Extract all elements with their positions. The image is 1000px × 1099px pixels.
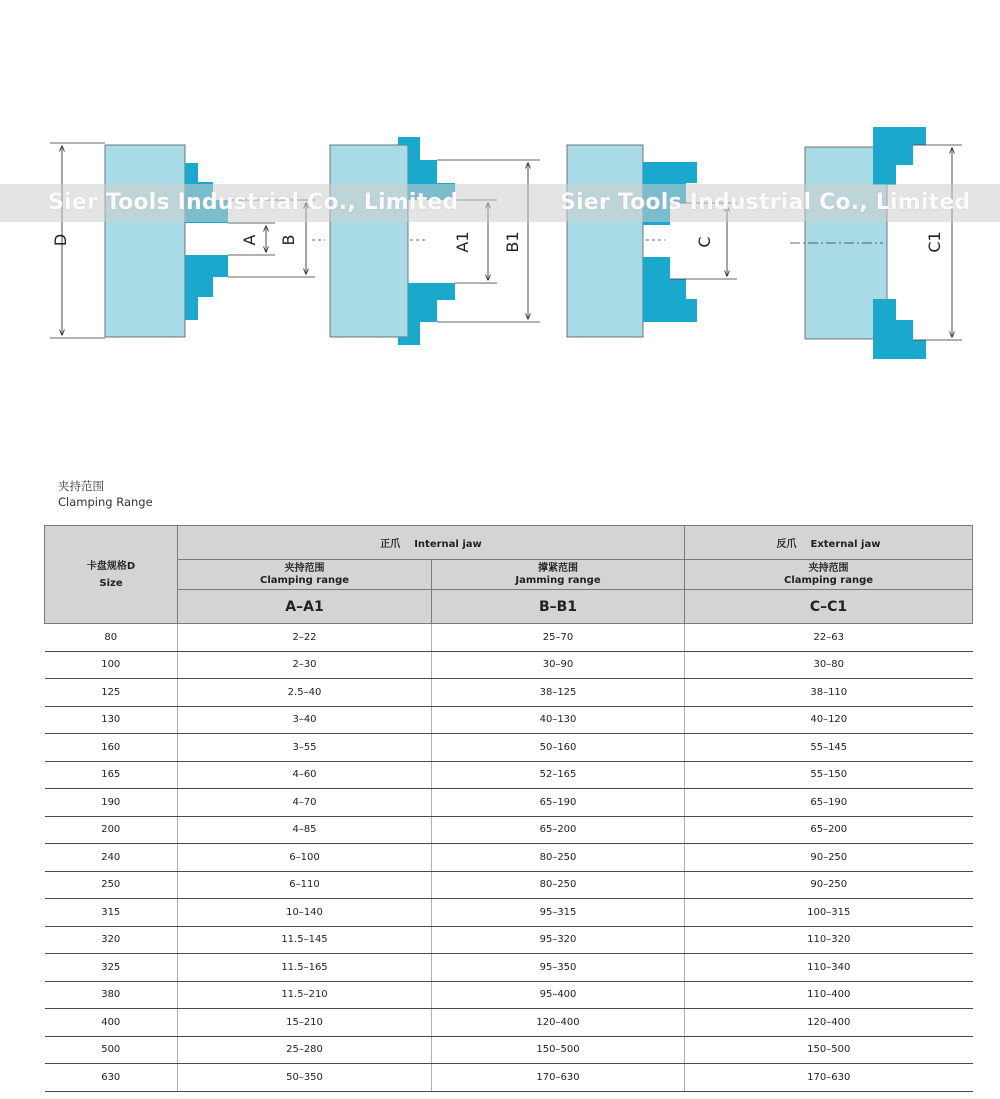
a-a1-cell: 11.5–165 [178, 954, 432, 982]
lower-jaw [643, 257, 697, 322]
table-row [45, 1064, 973, 1092]
code-b-b1: B–B1 [432, 590, 685, 624]
dim-label-a1: A1 [453, 231, 472, 253]
caption-cn: 夹持范围 [58, 479, 104, 493]
jamming-range-header [432, 560, 685, 590]
c-c1-cell: 55–145 [685, 734, 973, 762]
chuck-body [567, 145, 643, 337]
b-b1-cell: 120–400 [432, 1009, 685, 1037]
a-a1-cell: 2–30 [178, 651, 432, 679]
table-row [45, 981, 973, 1009]
c-c1-cell: 100–315 [685, 899, 973, 927]
figure-internal-a1-b1 [330, 137, 540, 345]
external-clamping-range-cn: 夹持范围 [808, 562, 849, 574]
c-c1-cell: 90–250 [685, 871, 973, 899]
figure-external-c [567, 145, 737, 337]
c-c1-cell: 170–630 [685, 1064, 973, 1092]
external-jaw-cn: 反爪 [776, 539, 797, 550]
clamping-range-cn: 夹持范围 [284, 562, 325, 574]
table-row [45, 844, 973, 872]
size-cell: 125 [45, 679, 178, 707]
b-b1-cell: 95–320 [432, 926, 685, 954]
external-clamping-range-header [685, 560, 973, 590]
table-row [45, 899, 973, 927]
size-cell: 160 [45, 734, 178, 762]
c-c1-cell: 30–80 [685, 651, 973, 679]
external-jaw-header [685, 526, 973, 560]
a-a1-cell: 3–40 [178, 706, 432, 734]
a-a1-cell: 15–210 [178, 1009, 432, 1037]
lower-jaw [185, 255, 228, 320]
b-b1-cell: 95–400 [432, 981, 685, 1009]
table-row [45, 1009, 973, 1037]
size-cell: 100 [45, 651, 178, 679]
c-c1-cell: 40–120 [685, 706, 973, 734]
table-row [45, 871, 973, 899]
size-cell: 500 [45, 1036, 178, 1064]
b-b1-cell: 50–160 [432, 734, 685, 762]
jamming-range-en: Jamming range [515, 574, 601, 586]
table-row [45, 651, 973, 679]
dim-label-d: D [51, 233, 70, 247]
a-a1-cell: 10–140 [178, 899, 432, 927]
a-a1-cell: 11.5–145 [178, 926, 432, 954]
c-c1-cell: 110–340 [685, 954, 973, 982]
table-row [45, 954, 973, 982]
c-c1-cell: 55–150 [685, 761, 973, 789]
table-row [45, 706, 973, 734]
c-c1-cell: 65–200 [685, 816, 973, 844]
dim-label-b1: B1 [503, 231, 522, 253]
c-c1-cell: 110–320 [685, 926, 973, 954]
size-cell: 240 [45, 844, 178, 872]
size-cell: 200 [45, 816, 178, 844]
section-caption [58, 478, 153, 510]
table-row [45, 679, 973, 707]
dim-label-b: B [279, 234, 298, 246]
internal-jaw-en: Internal jaw [414, 539, 482, 550]
size-cell: 190 [45, 789, 178, 817]
c-c1-cell: 22–63 [685, 624, 973, 652]
b-b1-cell: 25–70 [432, 624, 685, 652]
internal-jaw-cn: 正爪 [380, 539, 401, 550]
chuck-body [330, 145, 408, 337]
table-row [45, 1036, 973, 1064]
b-b1-cell: 150–500 [432, 1036, 685, 1064]
size-header-en: Size [99, 577, 123, 589]
size-cell: 320 [45, 926, 178, 954]
table-row [45, 624, 973, 652]
a-a1-cell: 4–85 [178, 816, 432, 844]
caption-en: Clamping Range [58, 495, 153, 509]
a-a1-cell: 4–60 [178, 761, 432, 789]
dim-label-a: A [240, 234, 259, 246]
table-row [45, 789, 973, 817]
table-body [45, 624, 973, 1092]
c-c1-cell: 110–400 [685, 981, 973, 1009]
b-b1-cell: 65–200 [432, 816, 685, 844]
a-a1-cell: 2.5–40 [178, 679, 432, 707]
b-b1-cell: 52–165 [432, 761, 685, 789]
a-a1-cell: 3–55 [178, 734, 432, 762]
size-cell: 250 [45, 871, 178, 899]
size-cell: 165 [45, 761, 178, 789]
a-a1-cell: 4–70 [178, 789, 432, 817]
b-b1-cell: 65–190 [432, 789, 685, 817]
b-b1-cell: 80–250 [432, 844, 685, 872]
size-header [45, 526, 178, 624]
clamping-range-en: Clamping range [259, 574, 350, 586]
c-c1-cell: 38–110 [685, 679, 973, 707]
a-a1-cell: 2–22 [178, 624, 432, 652]
external-clamping-range-en: Clamping range [783, 574, 874, 586]
code-a-a1: A–A1 [178, 590, 432, 624]
table-row [45, 734, 973, 762]
upper-jaw [873, 127, 926, 185]
jamming-range-cn: 撑紧范围 [538, 562, 578, 574]
size-cell: 325 [45, 954, 178, 982]
dim-label-c1: C1 [925, 231, 944, 253]
watermark-text: Sier Tools Industrial Co., Limited [48, 190, 459, 215]
chuck-body [105, 145, 185, 337]
size-cell: 630 [45, 1064, 178, 1092]
a-a1-cell: 11.5–210 [178, 981, 432, 1009]
b-b1-cell: 95–350 [432, 954, 685, 982]
c-c1-cell: 90–250 [685, 844, 973, 872]
watermark-text: Sier Tools Industrial Co., Limited [560, 190, 971, 215]
b-b1-cell: 170–630 [432, 1064, 685, 1092]
internal-jaw-header [178, 526, 685, 560]
size-cell: 315 [45, 899, 178, 927]
size-cell: 130 [45, 706, 178, 734]
a-a1-cell: 50–350 [178, 1064, 432, 1092]
table-row [45, 926, 973, 954]
code-c-c1: C–C1 [685, 590, 973, 624]
size-cell: 80 [45, 624, 178, 652]
figure-external-c1 [790, 127, 962, 359]
b-b1-cell: 95–315 [432, 899, 685, 927]
c-c1-cell: 65–190 [685, 789, 973, 817]
c-c1-cell: 120–400 [685, 1009, 973, 1037]
lower-jaw [873, 299, 926, 359]
clamping-range-header [178, 560, 432, 590]
size-cell: 380 [45, 981, 178, 1009]
clamping-range-table [44, 525, 973, 1092]
figure-clamping-a-b [50, 143, 325, 338]
table-row [45, 761, 973, 789]
a-a1-cell: 6–100 [178, 844, 432, 872]
dim-label-c: C [695, 236, 714, 248]
external-jaw-en: External jaw [810, 539, 881, 550]
size-cell: 400 [45, 1009, 178, 1037]
table-row [45, 816, 973, 844]
size-header-cn: 卡盘规格D [86, 560, 136, 572]
b-b1-cell: 40–130 [432, 706, 685, 734]
b-b1-cell: 38–125 [432, 679, 685, 707]
a-a1-cell: 6–110 [178, 871, 432, 899]
b-b1-cell: 80–250 [432, 871, 685, 899]
a-a1-cell: 25–280 [178, 1036, 432, 1064]
c-c1-cell: 150–500 [685, 1036, 973, 1064]
b-b1-cell: 30–90 [432, 651, 685, 679]
